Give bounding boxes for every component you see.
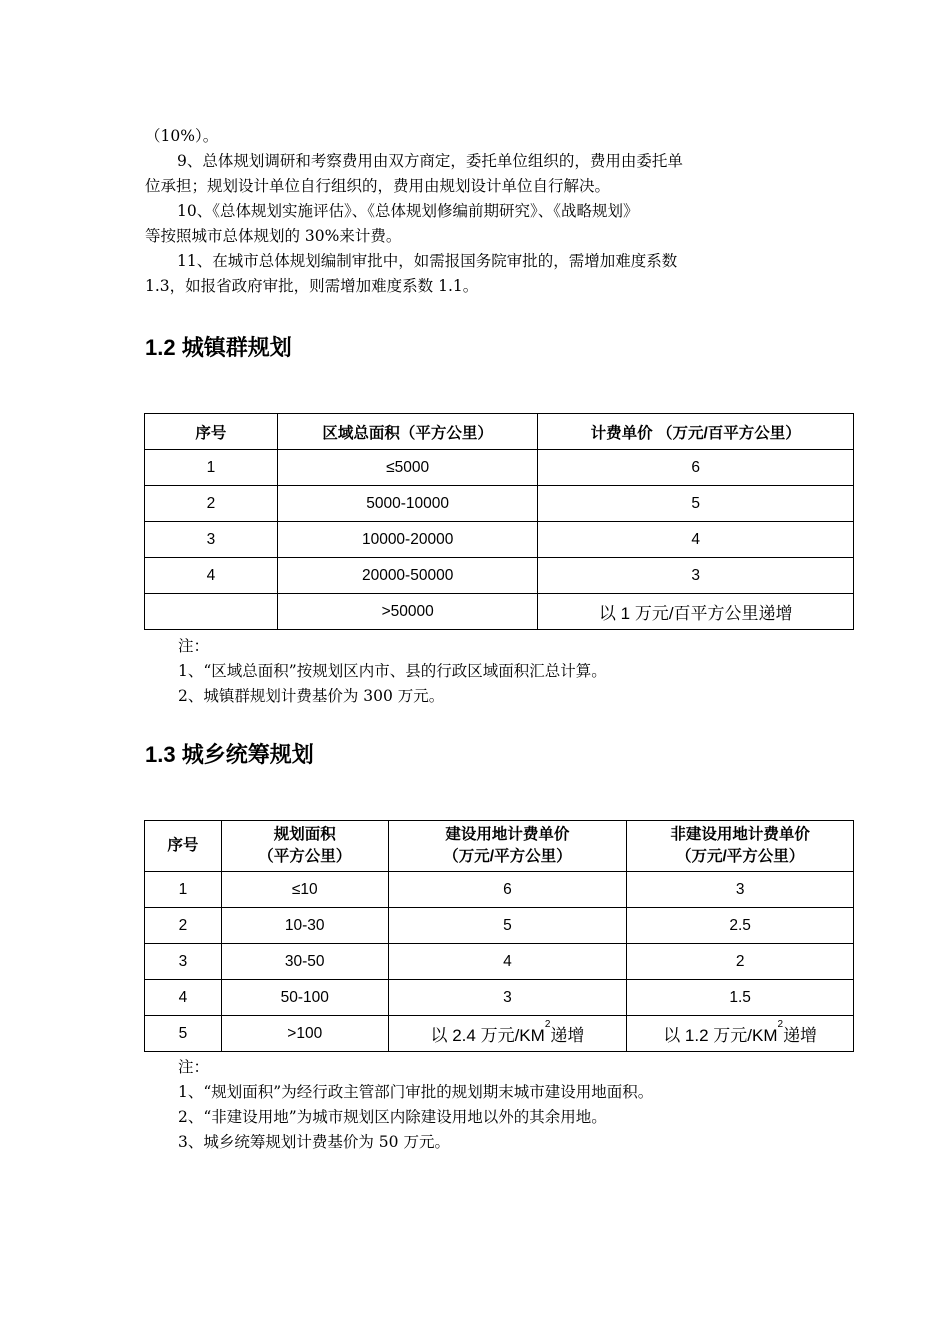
table-cell: 4	[538, 522, 854, 558]
table-cell: 3	[145, 944, 222, 980]
intro-line: 等按照城市总体规划的 30%来计费。	[145, 227, 402, 245]
table-cell: ≤5000	[277, 450, 538, 486]
header-cell	[221, 821, 388, 872]
table-cell: 2.5	[627, 908, 854, 944]
header-cell: 区域总面积（平方公里）	[277, 414, 538, 450]
note-line: 2、城镇群规划计费基价为 300 万元。	[178, 687, 445, 705]
table-cell: 1.5	[627, 980, 854, 1016]
table-cell: 5	[145, 1016, 222, 1052]
table-cell: 10-30	[221, 908, 388, 944]
table-header-row	[145, 414, 854, 450]
table-cell: 6	[538, 450, 854, 486]
table-cell: 4	[145, 558, 278, 594]
header-line: （万元/平方公里）	[675, 848, 805, 865]
header-line: （万元/平方公里）	[443, 848, 572, 865]
urban-rural-fee-table	[144, 820, 854, 1052]
table-row	[145, 980, 854, 1016]
superscript: 2	[544, 1019, 551, 1030]
note-line: 3、城乡统筹规划计费基价为 50 万元。	[178, 1133, 450, 1151]
note-line: 注：	[178, 637, 210, 655]
header-line: 序号	[167, 837, 199, 854]
intro-line: 位承担；规划设计单位自行组织的，费用由规划设计单位自行解决。	[145, 177, 611, 195]
table-cell: 2	[145, 486, 278, 522]
table-cell: 3	[538, 558, 854, 594]
table-cell: 6	[388, 872, 627, 908]
table-cell: 5	[388, 908, 627, 944]
table-cell: 3	[145, 522, 278, 558]
table-cell: 2	[627, 944, 854, 980]
table-row	[145, 486, 854, 522]
superscript: 2	[777, 1019, 784, 1030]
town-cluster-fee-table	[144, 413, 854, 630]
intro-line: 1.3，如报省政府审批，则需增加难度系数 1.1。	[145, 277, 479, 295]
header-cell	[145, 821, 222, 872]
table-cell: >50000	[277, 594, 538, 630]
table-cell	[388, 1016, 627, 1052]
table-row	[145, 872, 854, 908]
section-heading-1-2: 1.2 城镇群规划	[145, 335, 292, 360]
table-cell: 4	[388, 944, 627, 980]
table-cell: 3	[388, 980, 627, 1016]
header-line: （平方公里）	[258, 848, 352, 865]
table-cell: 1	[145, 872, 222, 908]
rate-text: 以 1.2 万元/KM	[663, 1026, 778, 1045]
table-cell: 30-50	[221, 944, 388, 980]
table-cell: 以 1 万元/百平方公里递增	[538, 594, 854, 630]
section-heading-1-3: 1.3 城乡统筹规划	[145, 742, 314, 767]
table-cell: 4	[145, 980, 222, 1016]
table-cell: 5	[538, 486, 854, 522]
header-line: 规划面积	[273, 826, 336, 843]
table-header-row	[145, 821, 854, 872]
table-row	[145, 1016, 854, 1052]
note-line: 1、“规划面积”为经行政主管部门审批的规划期末城市建设用地面积。	[178, 1083, 654, 1101]
table-cell: 3	[627, 872, 854, 908]
note-line: 1、“区域总面积”按规划区内市、县的行政区域面积汇总计算。	[178, 662, 607, 680]
note-line: 2、“非建设用地”为城市规划区内除建设用地以外的其余用地。	[178, 1108, 607, 1126]
table-row	[145, 594, 854, 630]
intro-line: 9、总体规划调研和考察费用由双方商定，委托单位组织的，费用由委托单	[177, 152, 683, 170]
intro-text	[145, 124, 825, 299]
rate-suffix: 递增	[783, 1026, 818, 1045]
table-cell: 20000-50000	[277, 558, 538, 594]
header-line: 非建设用地计费单价	[670, 826, 810, 843]
table-cell: >100	[221, 1016, 388, 1052]
header-cell	[627, 821, 854, 872]
note-line: 注：	[178, 1058, 210, 1076]
table-cell: 1	[145, 450, 278, 486]
intro-line: （10%）。	[145, 127, 219, 145]
table-cell	[145, 594, 278, 630]
table-cell: 50-100	[221, 980, 388, 1016]
intro-line: 11、在城市总体规划编制审批中，如需报国务院审批的，需增加难度系数	[177, 252, 678, 270]
section-1-3-notes	[178, 1055, 653, 1155]
table-cell: 10000-20000	[277, 522, 538, 558]
table-row	[145, 944, 854, 980]
header-cell: 计费单价 （万元/百平方公里）	[538, 414, 854, 450]
section-1-2-notes	[178, 634, 607, 709]
table-cell: ≤10	[221, 872, 388, 908]
table-row	[145, 558, 854, 594]
rate-text: 以 2.4 万元/KM	[430, 1026, 545, 1045]
intro-line: 10、《总体规划实施评估》、《总体规划修编前期研究》、《战略规划》	[177, 202, 639, 220]
table-row	[145, 450, 854, 486]
header-line: 建设用地计费单价	[445, 826, 570, 843]
header-cell: 序号	[145, 414, 278, 450]
table-cell: 5000-10000	[277, 486, 538, 522]
table-cell: 2	[145, 908, 222, 944]
header-cell	[388, 821, 627, 872]
table-row	[145, 522, 854, 558]
rate-suffix: 递增	[550, 1026, 585, 1045]
table-cell	[627, 1016, 854, 1052]
table-row	[145, 908, 854, 944]
